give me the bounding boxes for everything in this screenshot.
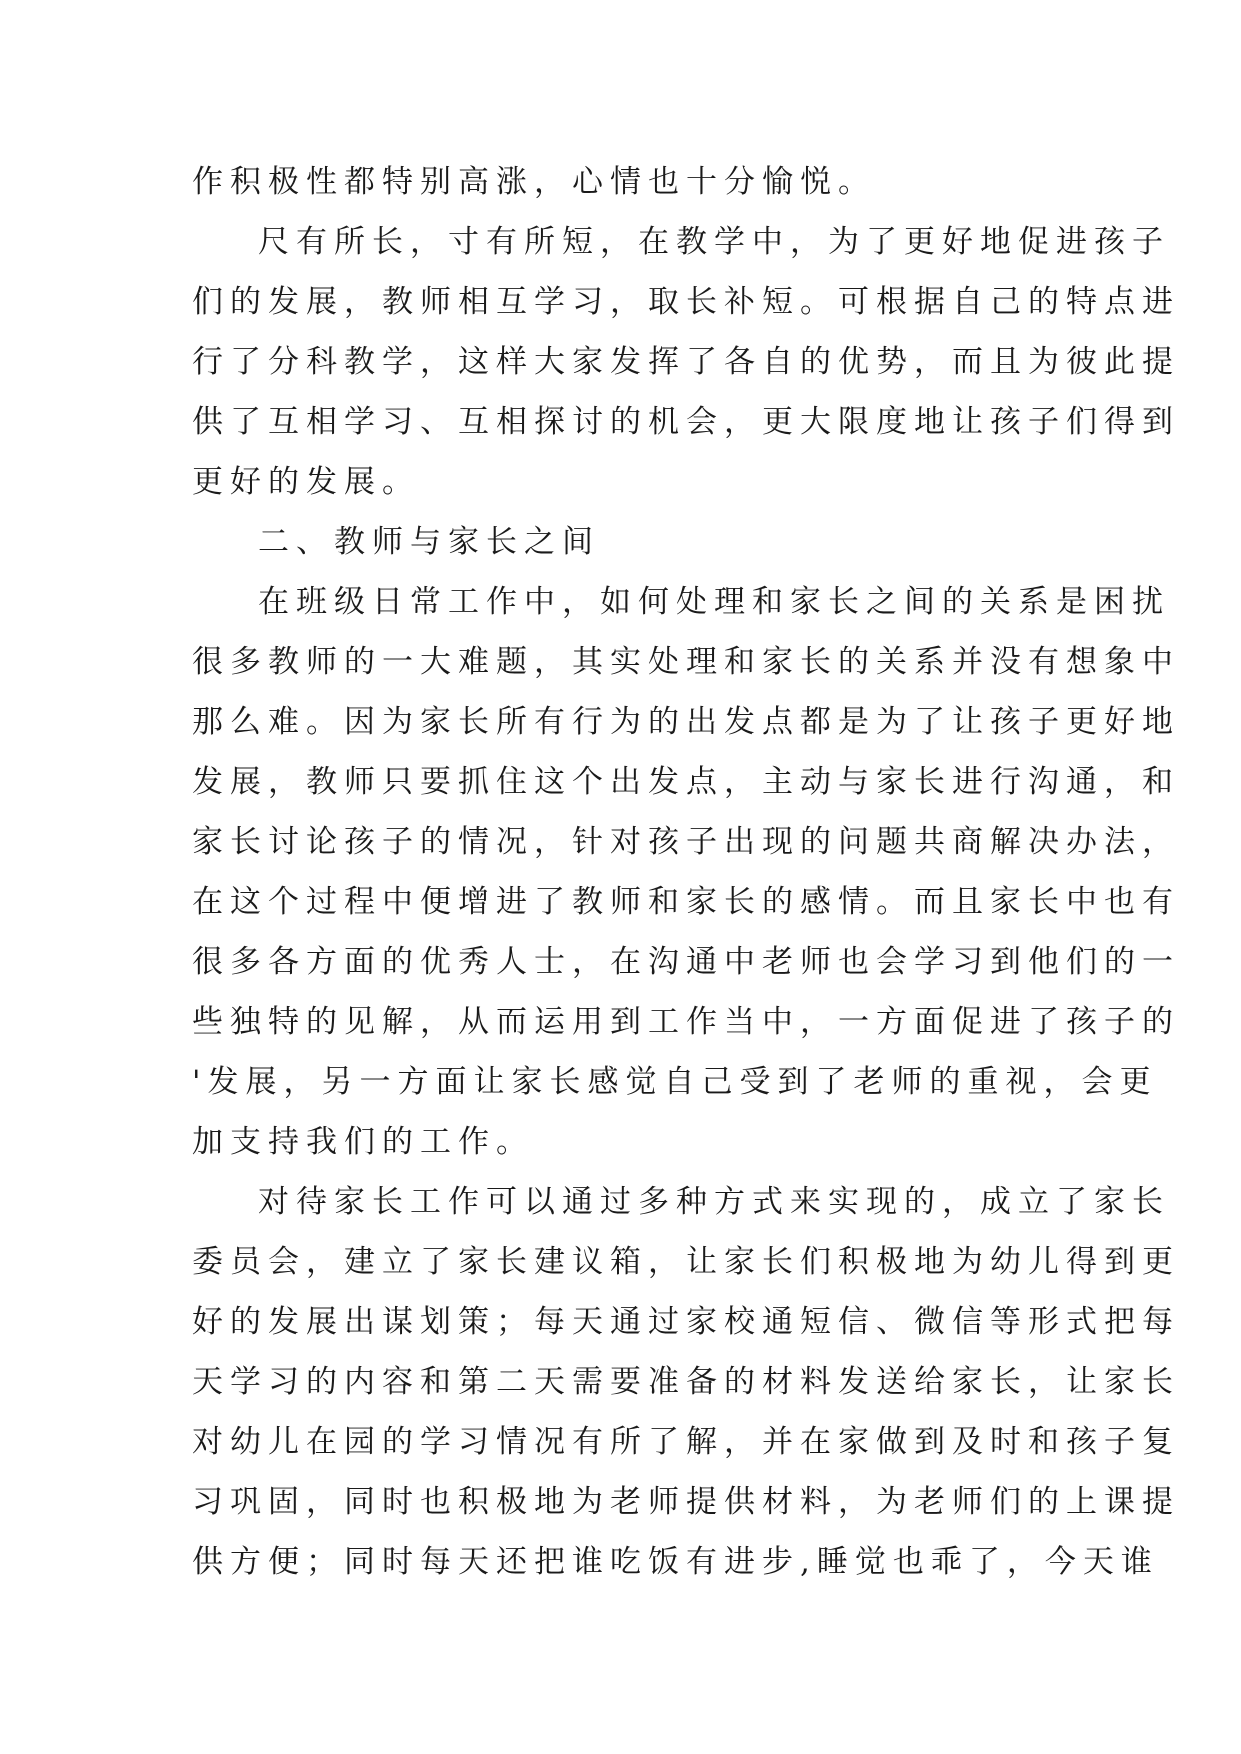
text-line: 发展，教师只要抓住这个出发点，主动与家长进行沟通，和 bbox=[192, 764, 1180, 800]
text-line: 委员会，建立了家长建议箱，让家长们积极地为幼儿得到更 bbox=[192, 1244, 1180, 1280]
text-line: 天学习的内容和第二天需要准备的材料发送给家长，让家长 bbox=[192, 1364, 1180, 1400]
text-line: 习巩固，同时也积极地为老师提供材料，为老师们的上课提 bbox=[192, 1484, 1180, 1520]
text-line: 些独特的见解，从而运用到工作当中，一方面促进了孩子的 bbox=[192, 1004, 1180, 1040]
text-line: 那么难。因为家长所有行为的出发点都是为了让孩子更好地 bbox=[192, 704, 1180, 740]
text-line: '发展，另一方面让家长感觉自己受到了老师的重视，会更 bbox=[192, 1064, 1158, 1100]
text-line: 对待家长工作可以通过多种方式来实现的，成立了家长 bbox=[258, 1184, 1170, 1220]
text-line: 家长讨论孩子的情况，针对孩子出现的问题共商解决办法， bbox=[192, 824, 1180, 860]
text-line: 作积极性都特别高涨，心情也十分愉悦。 bbox=[192, 164, 876, 200]
text-line: 尺有所长，寸有所短，在教学中，为了更好地促进孩子 bbox=[258, 224, 1170, 260]
text-line: 供了互相学习、互相探讨的机会，更大限度地让孩子们得到 bbox=[192, 404, 1180, 440]
text-line: 对幼儿在园的学习情况有所了解，并在家做到及时和孩子复 bbox=[192, 1424, 1180, 1460]
text-line: 很多各方面的优秀人士，在沟通中老师也会学习到他们的一 bbox=[192, 944, 1180, 980]
text-line: 们的发展，教师相互学习，取长补短。可根据自己的特点进 bbox=[192, 284, 1180, 320]
body-text bbox=[192, 152, 1180, 1592]
text-line: 行了分科教学，这样大家发挥了各自的优势，而且为彼此提 bbox=[192, 344, 1180, 380]
text-line: 加支持我们的工作。 bbox=[192, 1124, 534, 1160]
text-line: 更好的发展。 bbox=[192, 464, 420, 500]
text-line: 二、教师与家长之间 bbox=[258, 524, 600, 560]
text-line: 供方便；同时每天还把谁吃饭有进步,睡觉也乖了，今天谁 bbox=[192, 1544, 1159, 1580]
text-line: 很多教师的一大难题，其实处理和家长的关系并没有想象中 bbox=[192, 644, 1180, 680]
text-line: 在班级日常工作中，如何处理和家长之间的关系是困扰 bbox=[258, 584, 1170, 620]
text-line: 好的发展出谋划策；每天通过家校通短信、微信等形式把每 bbox=[192, 1304, 1180, 1340]
text-line: 在这个过程中便增进了教师和家长的感情。而且家长中也有 bbox=[192, 884, 1180, 920]
